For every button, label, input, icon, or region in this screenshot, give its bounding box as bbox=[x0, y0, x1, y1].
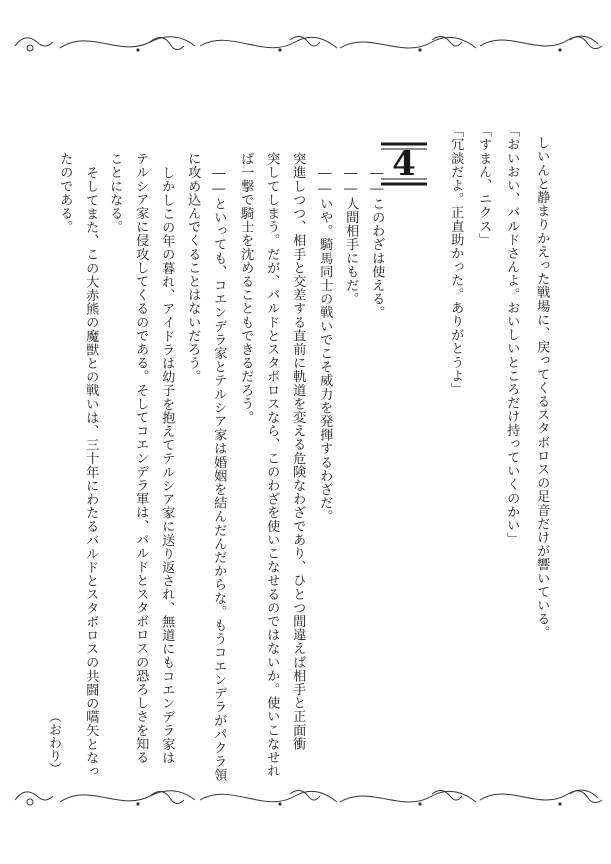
ending-mark: （おわり） bbox=[46, 710, 61, 775]
text-line: たのである。 bbox=[57, 152, 73, 234]
top-ornament-border bbox=[0, 26, 611, 66]
text-line: しかしこの年の暮れ、アイドラは幼子を抱えてテルシア家に送り返され、無道にもコエンデラ家は bbox=[159, 166, 175, 765]
text-line: 突してしまう。だが、バルドとスタボロスなら、このわざを使いこなせるのではないか。使いこなせれ bbox=[264, 152, 280, 778]
text-line: 突進しつつ、相手と交差する直前に軌道を変える危険なわざであり、ひとつ間違えば相手と正面衝 bbox=[290, 152, 306, 751]
text-line: 「すまん、ニクス」 bbox=[476, 124, 492, 247]
text-line: テルシア家に侵攻してくるのである。そしてコエンデラ軍は、バルドとスタボロスの恐ろしさを知る bbox=[133, 152, 149, 764]
bottom-ornament-border bbox=[0, 780, 611, 820]
chapter-number: 4 bbox=[392, 144, 416, 184]
text-line: ば一撃で騎士を沈めることもできるだろう。 bbox=[238, 152, 254, 424]
text-line: しいんと静まりかえった戦場に、戻ってくるスタボロスの足音だけが響いている。 bbox=[534, 136, 550, 640]
text-line: ――いや。騎馬同士の戦いでこそ威力を発揮するわざだ。 bbox=[317, 166, 333, 524]
text-line: そしてまた、この大赤熊の魔獣との戦いは、三十年にわたるバルドとスタボロスの共闘の嚆矢となっ bbox=[83, 166, 99, 778]
text-line: ――このわざは使える。 bbox=[369, 166, 385, 320]
text-line: ――人間相手にもだ。 bbox=[343, 166, 359, 306]
text-line: ――といっても、コエンデラ家とテルシア家は婚姻を結んだんだからな。もうコエンデラがパクラ領 bbox=[211, 166, 227, 782]
text-line: 「冗談だよ。正直助かった。ありがとうよ」 bbox=[448, 124, 464, 396]
text-line: ことになる。 bbox=[107, 152, 123, 234]
text-line: に攻め込んでくることはないだろう。 bbox=[185, 152, 201, 384]
chapter-heading bbox=[377, 138, 431, 190]
text-line: 「おいおい、バルドさんよ。おいしいところだけ持っていくのかい」 bbox=[504, 124, 520, 546]
